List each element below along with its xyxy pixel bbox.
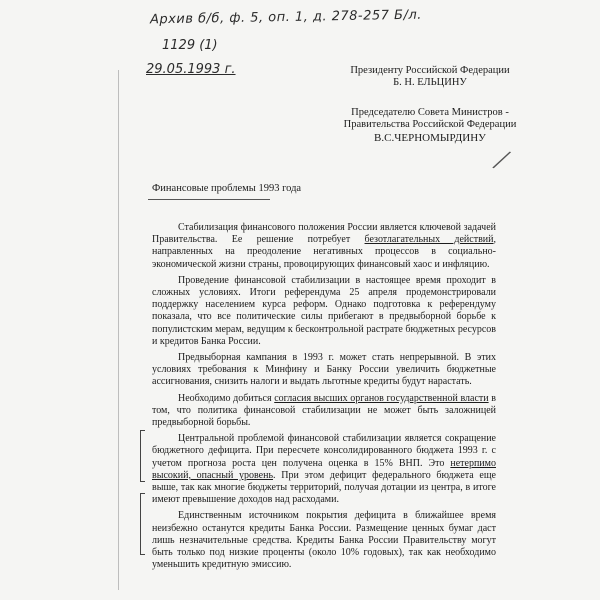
letter-body: [152, 222, 496, 575]
paragraph-5: Центральной проблемой финансовой стабилизации является сокращение бюджетного дефицита. При пересчете консолидированного бюджета 1993 г. с учетом прогноза роста цен получена оценка в 15% ВНП. Это нетерпимо высокий, опасный уровень. При этом дефицит федерального бюджета еще выше, так как многие бюджеты территорий, получая дотации из центра, в итоге имеют превышение доходов над расходами.: [152, 433, 496, 506]
addressee-chairman: [315, 107, 545, 144]
addressee-chairman-title-2: Правительства Российской Федерации: [343, 119, 517, 130]
addressee-president-name: Б. Н. ЕЛЬЦИНУ: [393, 77, 467, 88]
addressee-president: [330, 65, 530, 89]
paragraph-6: Единственным источником покрытия дефицита в ближайшее время неизбежно останутся кредиты Банка России. Размещение ценных бумаг даст лишь незначительные средства. Кредиты Банка России Правительству могут быть только под низкие проценты (около 10% годовых), так как необходимо уменьшить кредитную эмиссию.: [152, 510, 496, 571]
paragraph-4: Необходимо добиться согласия высших органов государственной власти в том, что политика финансовой стабилизации не может быть заложницей предвыборной борьбы.: [152, 392, 496, 429]
underlined-phrase: согласия высших органов государственной власти: [274, 392, 489, 404]
handwritten-archive-reference: Архив б/б, ф. 5, оп. 1, д. 278-257 Б/л.: [149, 7, 422, 28]
addressee-chairman-name: В.С.ЧЕРНОМЫРДИНУ: [374, 132, 486, 144]
subject-underline: [148, 199, 270, 200]
handwritten-date: 29.05.1993 г.: [146, 62, 236, 77]
addressee-president-title: Президенту Российской Федерации: [350, 65, 510, 76]
handwritten-number: 1129 (1): [162, 38, 218, 53]
paragraph-1: Стабилизация финансового положения России является ключевой задачей Правительства. Ее решение потребует безотлагательных действий, направленных на преодоление негативных процессов в социально-экономической жизни страны, провоцирующих финансовый хаос и инфляцию.: [152, 222, 497, 270]
paragraph-2: Проведение финансовой стабилизации в настоящее время проходит в сложных условиях. Итоги референдума 25 апреля продемонстрировали поддержку населением курса реформ. Однако подготовка к референдуму показала, что все политические силы прибегают в предвыборной борьбе к популистским мерам, ведущим к бесконтрольной растрате бюджетных ресурсов и кредитов Банка России.: [152, 274, 496, 347]
margin-slash-mark: ╱: [492, 148, 511, 173]
paragraph-3: Предвыборная кампания в 1993 г. может стать непрерывной. В этих условиях требования к Минфину и Банку России увеличить бюджетные ассигнования, снизить налоги и выдать льготные кредиты будут нарастать.: [152, 352, 496, 388]
margin-bracket-mark: [140, 493, 145, 555]
scan-edge-line: [118, 70, 119, 590]
margin-bracket-mark: [140, 430, 145, 482]
underlined-phrase: безотлагательных действий: [364, 234, 494, 246]
underlined-phrase: нетерпимо высокий, опасный уровень: [152, 457, 496, 481]
addressee-chairman-title-1: Председателю Совета Министров -: [351, 107, 509, 118]
document-subject: Финансовые проблемы 1993 года: [152, 183, 302, 194]
